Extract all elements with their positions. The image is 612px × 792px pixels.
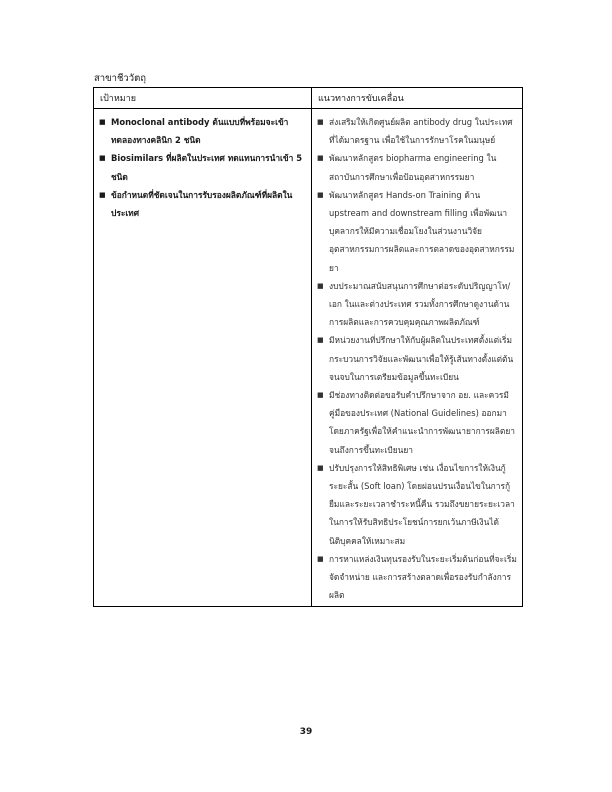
bullet-icon: ■ bbox=[317, 391, 324, 400]
bullet-icon: ■ bbox=[317, 281, 324, 290]
goal-item: ■ ข้อกำหนดที่ชัดเจนในการรับรองผลิตภัณฑ์ที่ผลิตในประเทศ bbox=[98, 186, 307, 222]
approach-item: ■ งบประมาณสนับสนุนการศึกษาต่อระดับปริญญาโท/เอก ในและต่างประเทศ รวมทั้งการศึกษาดูงานด้านการผลิตและการควบคุมคุณภาพผลิตภัณฑ์ bbox=[316, 277, 518, 332]
goal-item: ■ Monoclonal antibody ต้นแบบที่พร้อมจะเข้าทดลองทางคลินิก 2 ชนิด bbox=[98, 113, 307, 149]
approaches-cell bbox=[312, 109, 523, 607]
approach-item: ■ พัฒนาหลักสูตร Hands-on Training ด้าน upstream and downstream filling เพื่อพัฒนาบุคลากรให้มีความเชื่อมโยงในส่วนงานวิจัยอุตสาหกรรมการผลิตและการตลาดของอุตสาหกรรมยา bbox=[316, 186, 518, 277]
bullet-icon: ■ bbox=[317, 336, 324, 345]
bullet-icon: ■ bbox=[99, 118, 106, 126]
bullet-icon: ■ bbox=[317, 118, 324, 126]
approach-item: ■ ส่งเสริมให้เกิดศูนย์ผลิต antibody drug ในประเทศที่ได้มาตรฐาน เพื่อใช้ในการรักษาโรคในมนุษย์ bbox=[316, 113, 518, 149]
page-number: 39 bbox=[299, 727, 313, 737]
goals-cell bbox=[94, 109, 312, 607]
bullet-icon: ■ bbox=[317, 154, 324, 163]
bullet-icon: ■ bbox=[99, 190, 106, 199]
approaches-list bbox=[316, 113, 518, 604]
header-approach: แนวทางการขับเคลื่อน bbox=[312, 88, 523, 109]
bullet-icon: ■ bbox=[317, 554, 324, 563]
table-header-row bbox=[94, 88, 523, 109]
approach-item: ■ มีช่องทางติดต่อขอรับคำปรึกษาจาก อย. และควรมีคู่มือของประเทศ (National Guidelines) ออกมาโดยภาครัฐเพื่อให้คำแนะนำการพัฒนายาการผลิตยา จนถึงการขึ้นทะเบียนยา bbox=[316, 386, 518, 459]
plan-table bbox=[93, 87, 523, 607]
bullet-icon: ■ bbox=[317, 463, 324, 472]
approach-item: ■ ปรับปรุงการให้สิทธิพิเศษ เช่น เงื่อนไขการให้เงินกู้ระยะสั้น (Soft loan) โดยผ่อนปรนเงื่อนไขในการกู้ยืมและระยะเวลาชำระหนี้คืน รวมถึงขยายระยะเวลาในการให้รับสิทธิประโยชน์การยกเว้นภาษีเงินได้นิติบุคคลให้เหมาะสม bbox=[316, 459, 518, 550]
header-goal: เป้าหมาย bbox=[94, 88, 312, 109]
approach-item: ■ พัฒนาหลักสูตร biopharma engineering ในสถาบันการศึกษาเพื่อป้อนอุตสาหกรรมยา bbox=[316, 149, 518, 185]
table-row bbox=[94, 109, 523, 607]
bullet-icon: ■ bbox=[99, 154, 106, 163]
approach-item: ■ มีหน่วยงานที่ปรึกษาให้กับผู้ผลิตในประเทศตั้งแต่เริ่มกระบวนการวิจัยและพัฒนาเพื่อให้รู้เส้นทางตั้งแต่ต้นจนจบในการเตรียมข้อมูลขึ้นทะเบียน bbox=[316, 331, 518, 386]
goals-list bbox=[98, 113, 307, 222]
approach-item: ■ การหาแหล่งเงินทุนรองรับในระยะเริ่มต้นก่อนที่จะเริ่มจัดจำหน่าย และการสร้างตลาดเพื่อรองรับกำลังการผลิต bbox=[316, 550, 518, 605]
bullet-icon: ■ bbox=[317, 190, 324, 199]
section-title: สาขาชีววัตถุ bbox=[94, 73, 146, 84]
goal-item: ■ Biosimilars ที่ผลิตในประเทศ ทดแทนการนำเข้า 5 ชนิด bbox=[98, 149, 307, 185]
